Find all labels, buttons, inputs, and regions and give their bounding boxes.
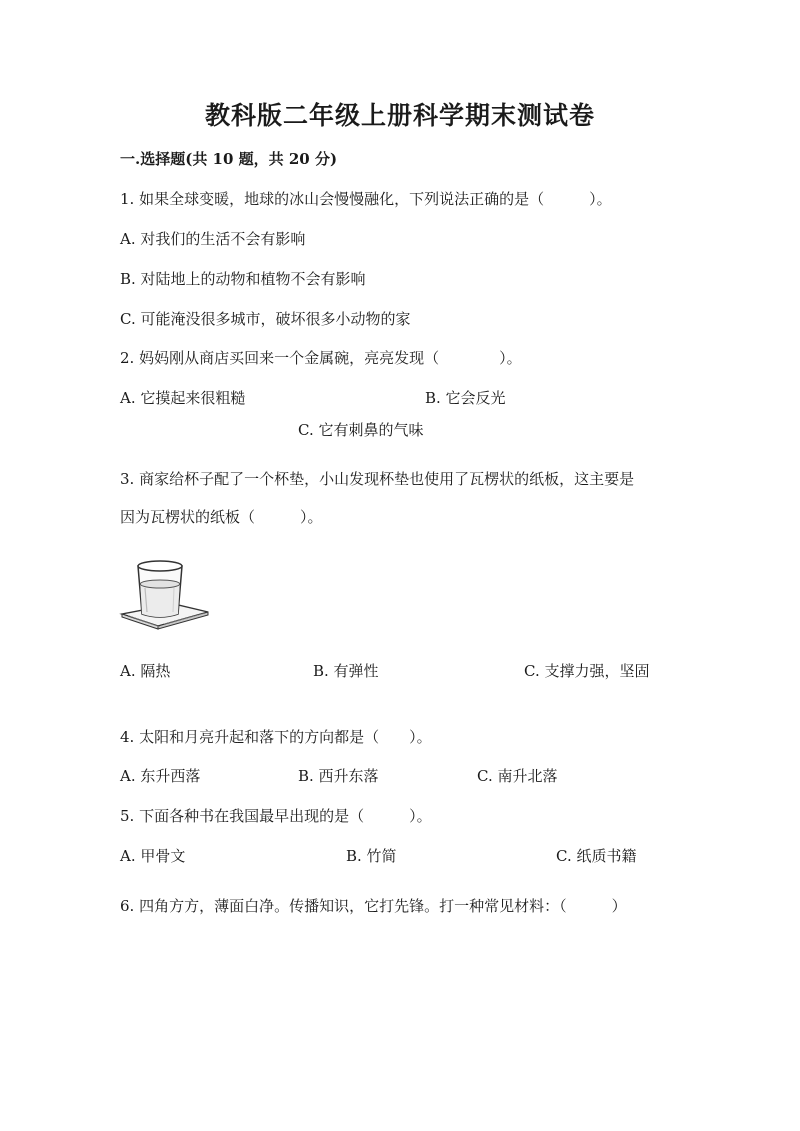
question-4-option-b: B. 西升东落 [298, 767, 379, 785]
question-6-stem: 6. 四角方方，薄面白净。传播知识，它打先锋。打一种常见材料：（ ） [120, 897, 627, 915]
question-2-option-a: A. 它摸起来很粗糙 [120, 389, 246, 407]
question-2-stem: 2. 妈妈刚从商店买回来一个金属碗，亮亮发现（ ）。 [120, 349, 522, 367]
question-5-option-a: A. 甲骨文 [120, 847, 186, 865]
question-2-option-b: B. 它会反光 [425, 389, 506, 407]
question-1-stem: 1. 如果全球变暖，地球的冰山会慢慢融化，下列说法正确的是（ ）。 [120, 190, 612, 208]
question-2-option-c: C. 它有刺鼻的气味 [298, 421, 424, 439]
question-3-option-b: B. 有弹性 [313, 662, 379, 680]
question-3-option-c: C. 支撑力强，坚固 [524, 662, 650, 680]
question-3-stem-line-1: 3. 商家给杯子配了一个杯垫，小山发现杯垫也使用了瓦楞状的纸板，这主要是 [120, 470, 635, 488]
page-title: 教科版二年级上册科学期末测试卷 [204, 101, 595, 130]
question-4-option-a: A. 东升西落 [120, 767, 201, 785]
glass-on-coaster-illustration [118, 558, 210, 630]
question-5-stem: 5. 下面各种书在我国最早出现的是（ ）。 [120, 807, 432, 825]
question-3-stem-line-2: 因为瓦楞状的纸板（ ）。 [120, 508, 323, 526]
question-1-option-b: B. 对陆地上的动物和植物不会有影响 [120, 270, 366, 288]
question-5-option-c: C. 纸质书籍 [556, 847, 637, 865]
question-4-option-c: C. 南升北落 [477, 767, 558, 785]
question-1-option-c: C. 可能淹没很多城市，破坏很多小动物的家 [120, 310, 411, 328]
section-heading: 一.选择题(共 10 题，共 20 分) [120, 150, 338, 168]
question-4-stem: 4. 太阳和月亮升起和落下的方向都是（ ）。 [120, 728, 432, 746]
question-3-option-a: A. 隔热 [120, 662, 171, 680]
question-5-option-b: B. 竹简 [346, 847, 397, 865]
question-1-option-a: A. 对我们的生活不会有影响 [120, 230, 306, 248]
